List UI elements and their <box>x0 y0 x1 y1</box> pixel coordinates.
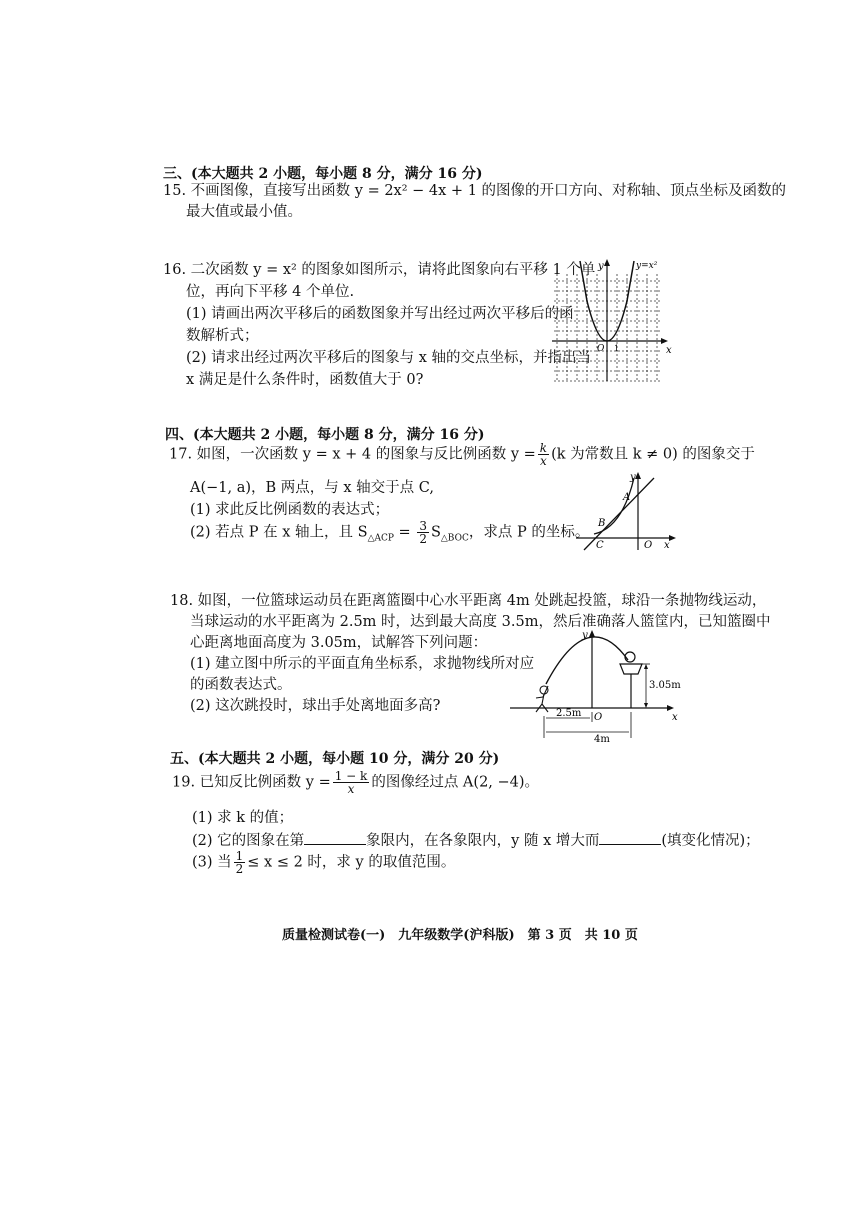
height-arrow-down-icon <box>644 703 648 708</box>
y-label: y <box>630 472 636 483</box>
q16-line-3: (1) 请画出两次平移后的函数图象并写出经过两次平移后的函 <box>186 306 574 322</box>
q19-line-3-c: (填变化情况)； <box>661 833 760 849</box>
q16-line-2: 位，再向下平移 4 个单位. <box>186 284 355 300</box>
distance-2-5m-label: 2.5m <box>556 708 582 719</box>
origin-label: O <box>597 344 605 354</box>
q19-line-2: (1) 求 k 的值； <box>192 810 294 826</box>
q19-line-3-a: (2) 它的图象在第 <box>192 833 305 849</box>
q15-line-2: 最大值或最小值。 <box>186 204 302 220</box>
q18-line-2: 当球运动的水平距离为 2.5m 时，达到最大高度 3.5m，然后准确落人篮筐内，已知篮圈中 <box>190 614 771 630</box>
hoop-icon <box>620 664 642 674</box>
section-3-heading: 三、(本大题共 2 小题，每小题 8 分，满分 16 分) <box>163 166 483 182</box>
q19-half-num: 1 <box>235 849 244 863</box>
height-label: 3.05m <box>649 680 681 691</box>
height-arrow-up-icon <box>644 664 648 669</box>
q19-half-fraction <box>234 850 246 875</box>
q19-blank-trend[interactable] <box>599 832 661 845</box>
q16-line-5: (2) 请求出经过两次平移后的图象与 x 轴的交点坐标，并指出当 <box>186 350 592 366</box>
q17-frac-num: k <box>539 441 548 455</box>
q19-half-den: 2 <box>235 862 244 876</box>
page-footer: 质量检测试卷(一) 九年级数学(沪科版) 第 3 页 共 10 页 <box>282 928 638 943</box>
y-axis-arrow-icon <box>604 259 610 266</box>
grid <box>554 274 662 381</box>
q18-line-1: 18. 如图，一位篮球运动员在距离篮圈中心水平距离 4m 处跳起投篮，球沿一条抛物线运动， <box>170 593 767 609</box>
q19-blank-quadrant[interactable] <box>304 832 366 845</box>
q16-line-6: x 满足是什么条件时，函数值大于 0? <box>186 372 424 388</box>
q19-line-1-a: 19. 已知反比例函数 y = <box>172 774 331 791</box>
q17-line-2: A(−1, a)，B 两点，与 x 轴交于点 C, <box>190 480 434 496</box>
x-label: x <box>672 712 678 723</box>
q15-line-1: 15. 不画图像，直接写出函数 y = 2x² − 4x + 1 的图像的开口方向、对称轴、顶点坐标及函数的 <box>163 183 787 199</box>
q19-line-3-b: 象限内，在各象限内，y 随 x 增大而 <box>366 833 600 849</box>
y-label: y <box>598 261 604 272</box>
q18-line-4: (1) 建立图中所示的平面直角坐标系，求抛物线所对应 <box>190 656 535 672</box>
q19-frac-num: 1 − k <box>334 769 368 783</box>
x-label: x <box>664 540 670 551</box>
q18-line-6: (2) 这次跳投时，球出手处离地面多高? <box>190 698 441 714</box>
x-axis-arrow-icon <box>667 705 674 711</box>
y-label: y <box>582 630 588 641</box>
q17-sub-acp: △ACP <box>367 533 394 544</box>
y-axis-arrow-icon <box>589 630 595 637</box>
q17-eq: = <box>393 524 416 541</box>
x-label: x <box>666 345 672 356</box>
q19-line-4-a: (3) 当 <box>192 854 232 871</box>
q17-line-1-b: (k 为常数且 k ≠ 0) 的图象交于 <box>551 446 755 463</box>
q19-line-4 <box>192 850 455 875</box>
x-axis-arrow-icon <box>669 535 676 541</box>
q19-fraction <box>333 770 370 795</box>
ball-trajectory <box>546 637 628 684</box>
q17-sub-boc: △BOC <box>440 533 469 544</box>
q17-line-1 <box>169 442 755 467</box>
q17-line-4 <box>190 520 589 545</box>
origin-label: O <box>644 540 653 551</box>
section-5-heading: 五、(本大题共 2 小题，每小题 10 分，满分 20 分) <box>170 751 500 767</box>
curve-label: y=x² <box>636 261 658 271</box>
q17-coef-den: 2 <box>419 532 427 546</box>
q17-line-3: (1) 求此反比例函数的表达式； <box>190 502 390 518</box>
distance-4m-label: 4m <box>594 734 610 742</box>
q17-frac-den: x <box>540 454 547 468</box>
point-c-label: C <box>596 540 604 551</box>
q17-fraction <box>538 442 549 467</box>
unit-label: 1 <box>614 344 620 353</box>
origin-label: O <box>594 712 603 723</box>
q17-line-4-c: ，求点 P 的坐标。 <box>468 524 590 541</box>
q17-figure <box>572 468 682 553</box>
point-a-label: A <box>623 492 631 503</box>
q17-line-1-a: 17. 如图，一次函数 y = x + 4 的图象与反比例函数 y = <box>169 446 536 463</box>
q18-basketball-figure <box>508 624 688 742</box>
q16-line-1: 16. 二次函数 y = x² 的图象如图所示，请将此图象向右平移 1 个单 <box>163 262 596 278</box>
q19-line-4-b: ≤ x ≤ 2 时，求 y 的取值范围。 <box>247 854 456 871</box>
section-4-heading: 四、(本大题共 2 小题，每小题 8 分，满分 16 分) <box>165 427 485 443</box>
q17-line-4-a: (2) 若点 P 在 x 轴上，且 S <box>190 524 368 541</box>
q16-parabola-figure <box>552 256 677 386</box>
point-b-label: B <box>598 518 606 529</box>
q16-line-4: 数解析式； <box>186 328 259 344</box>
q17-coef-fraction <box>417 520 429 545</box>
q19-line-1 <box>172 770 539 795</box>
q17-coef-num: 3 <box>419 519 427 533</box>
y-axis-arrow-icon <box>635 472 641 479</box>
q17-line-4-b: S <box>430 524 441 541</box>
q19-frac-den: x <box>347 782 355 796</box>
q19-line-1-b: 的图像经过点 A(2, −4)。 <box>371 774 540 791</box>
x-axis-arrow-icon <box>661 338 668 344</box>
q19-line-3 <box>192 832 760 850</box>
q18-line-3: 心距离地面高度为 3.05m，试解答下列问题： <box>190 635 488 651</box>
q18-line-5: 的函数表达式。 <box>190 677 292 693</box>
